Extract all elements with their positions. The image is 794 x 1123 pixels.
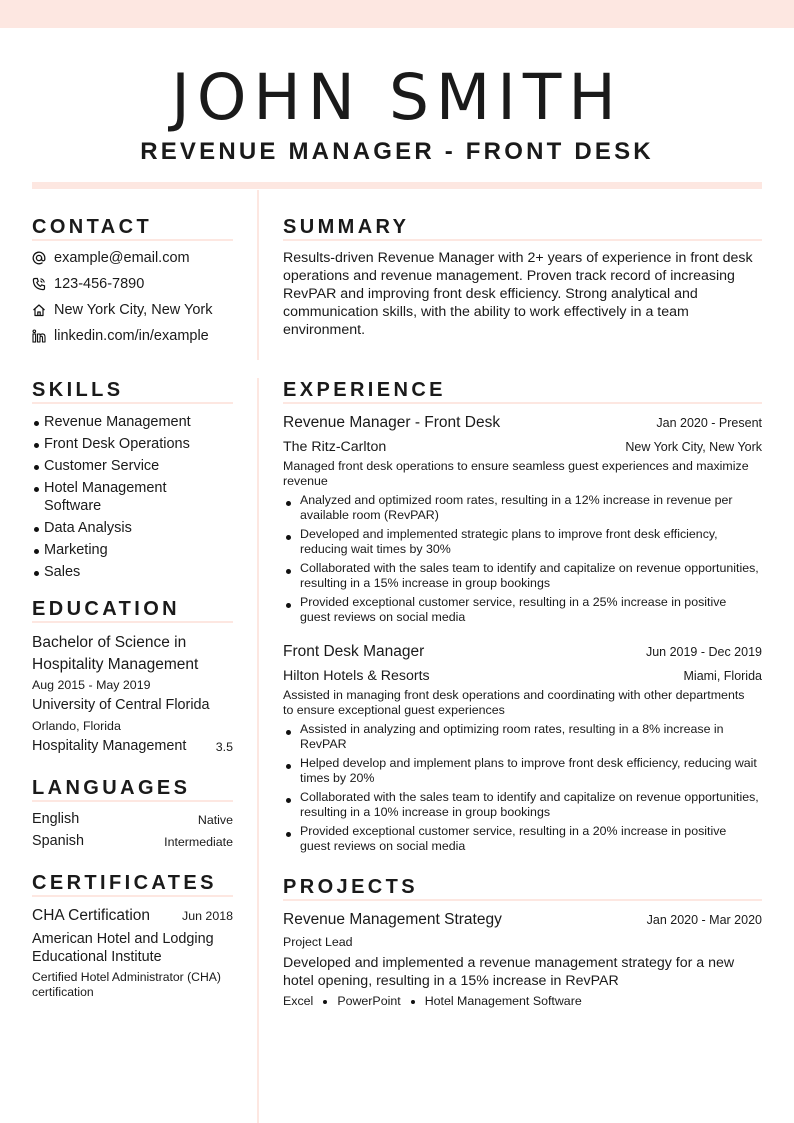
bullet-dot <box>286 501 291 506</box>
bullet-dot <box>34 487 39 492</box>
education-dates: Aug 2015 - May 2019 <box>32 678 151 692</box>
bullet-dot <box>34 443 39 448</box>
certificate-name: CHA Certification <box>32 907 151 924</box>
header-divider <box>32 182 762 189</box>
linkedin-icon <box>32 329 46 343</box>
contact-phone-text: 123-456-7890 <box>54 276 145 292</box>
summary-text: Results-driven Revenue Manager with 2+ years of experience in front desk operations and revenue management. Proven track record of increasing RevPAR and improving front desk efficiency. Strong analytical and communication skills, with the ability to work effectively in a team environment. <box>283 250 753 338</box>
contact-email-text: example@email.com <box>54 250 190 266</box>
job-dates: Jan 2020 - Present <box>656 416 762 430</box>
skills-rule <box>32 402 233 404</box>
bullet-dot <box>34 465 39 470</box>
project-role: Project Lead <box>283 935 353 949</box>
bullet-dot <box>286 764 291 769</box>
job-title: Revenue Manager - Front Desk <box>283 414 501 431</box>
education-location: Orlando, Florida <box>32 719 121 733</box>
skill-label: Hotel Management Software <box>44 480 167 514</box>
project-tool: Excel <box>283 994 314 1008</box>
certificate-issuer: American Hotel and Lodging Educational Institute <box>32 931 214 965</box>
phone-icon <box>32 277 46 291</box>
job-summary: Managed front desk operations to ensure seamless guest experiences and maximize revenue <box>283 459 749 488</box>
skill-label: Customer Service <box>44 458 160 474</box>
contact-heading: CONTACT <box>32 216 153 238</box>
column-divider-bottom <box>257 378 259 1123</box>
education-heading: EDUCATION <box>32 598 181 620</box>
home-icon <box>32 303 46 317</box>
bullet-dot <box>34 527 39 532</box>
job-company: The Ritz-Carlton <box>283 439 387 455</box>
education-rule <box>32 621 233 623</box>
projects-rule <box>283 899 762 901</box>
experience-heading: EXPERIENCE <box>283 379 446 401</box>
job-bullet-text: Helped develop and implement plans to improve front desk efficiency, reducing wait times by 20% <box>300 756 757 785</box>
job-summary: Assisted in managing front desk operations and coordinating with other departments to ensure exceptional guest experiences <box>283 688 745 717</box>
project-name: Revenue Management Strategy <box>283 911 502 928</box>
bullet-dot <box>286 730 291 735</box>
project-dates: Jan 2020 - Mar 2020 <box>646 913 762 927</box>
candidate-name: JOHN SMITH <box>171 61 623 134</box>
project-description: Developed and implemented a revenue management strategy for a new hotel opening, resulting in a 15% increase in RevPAR <box>283 955 735 989</box>
language-name: Spanish <box>32 833 85 849</box>
bullet-dot <box>286 798 291 803</box>
language-name: English <box>32 811 80 827</box>
skill-label: Marketing <box>44 542 108 558</box>
project-tools <box>283 993 582 1009</box>
education-school: University of Central Florida <box>32 697 210 713</box>
education-gpa: 3.5 <box>215 740 233 754</box>
job-dates: Jun 2019 - Dec 2019 <box>645 645 762 659</box>
bullet-dot <box>411 1000 415 1004</box>
job-company: Hilton Hotels & Resorts <box>283 668 430 684</box>
contact-rule <box>32 239 233 241</box>
education-field: Hospitality Management <box>32 738 187 754</box>
job-bullet-text: Provided exceptional customer service, resulting in a 25% increase in positive guest reviews on social media <box>300 595 727 624</box>
language-level: Intermediate <box>164 835 233 849</box>
certificates-rule <box>32 895 233 897</box>
skills-heading: SKILLS <box>32 379 124 401</box>
skill-label: Revenue Management <box>44 414 191 430</box>
certificate-description: Certified Hotel Administrator (CHA) certification <box>32 970 221 999</box>
project-tool: Hotel Management Software <box>424 994 582 1008</box>
at-icon <box>32 251 46 265</box>
bullet-dot <box>286 832 291 837</box>
top-accent-bar <box>0 0 794 28</box>
summary-rule <box>283 239 762 241</box>
bullet-dot <box>34 571 39 576</box>
contact-linkedin-text: linkedin.com/in/example <box>54 328 209 344</box>
job-bullet-text: Collaborated with the sales team to identify and capitalize on revenue opportunities, resulting in a 10% increase in group bookings <box>300 790 759 819</box>
summary-heading: SUMMARY <box>283 216 410 238</box>
language-level: Native <box>197 813 233 827</box>
job-location: Miami, Florida <box>683 669 762 683</box>
certificates-heading: CERTIFICATES <box>32 872 217 894</box>
job-bullet-text: Collaborated with the sales team to identify and capitalize on revenue opportunities, resulting in a 15% increase in group bookings <box>300 561 759 590</box>
certificate-date: Jun 2018 <box>182 909 233 923</box>
languages-heading: LANGUAGES <box>32 777 191 799</box>
bullet-dot <box>323 1000 327 1004</box>
job-bullet-text: Developed and implemented strategic plans to improve front desk efficiency, reducing wait times by 30% <box>300 527 718 556</box>
languages-rule <box>32 800 233 802</box>
job-bullet-text: Assisted in analyzing and optimizing room rates, resulting in a 8% increase in RevPAR <box>300 722 724 751</box>
experience-rule <box>283 402 762 404</box>
bullet-dot <box>286 603 291 608</box>
projects-heading: PROJECTS <box>283 876 419 898</box>
job-title: Front Desk Manager <box>283 643 425 660</box>
job-location: New York City, New York <box>625 440 762 454</box>
candidate-role: REVENUE MANAGER - FRONT DESK <box>140 138 654 165</box>
skill-label: Data Analysis <box>44 520 132 536</box>
bullet-dot <box>286 569 291 574</box>
contact-location-text: New York City, New York <box>54 302 213 318</box>
column-divider-top <box>257 190 259 360</box>
job-bullet-text: Analyzed and optimized room rates, resulting in a 12% increase in revenue per available room (RevPAR) <box>300 493 733 522</box>
skill-label: Sales <box>44 564 81 580</box>
project-tool: PowerPoint <box>337 994 401 1008</box>
job-bullet-text: Provided exceptional customer service, resulting in a 20% increase in positive guest reviews on social media <box>300 824 727 853</box>
bullet-dot <box>34 421 39 426</box>
bullet-dot <box>286 535 291 540</box>
education-degree: Bachelor of Science in Hospitality Management <box>32 634 199 673</box>
bullet-dot <box>34 549 39 554</box>
skill-label: Front Desk Operations <box>44 436 190 452</box>
